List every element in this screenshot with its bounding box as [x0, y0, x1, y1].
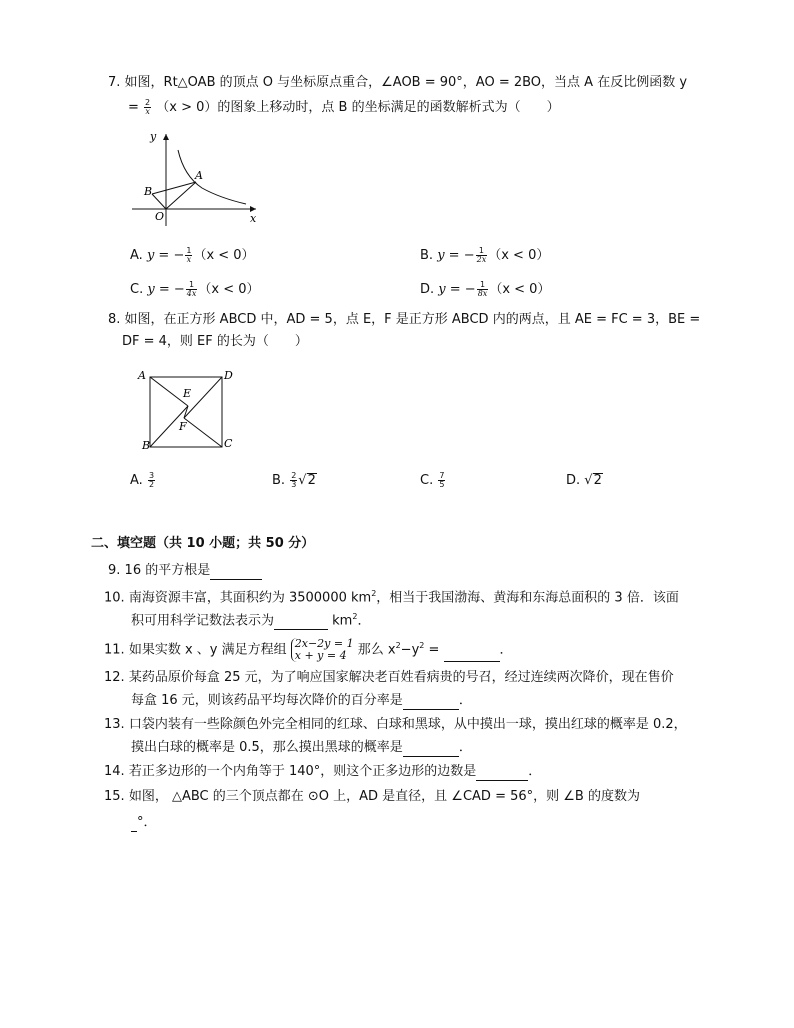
q7-option-c[interactable]: [130, 280, 260, 300]
q8-option-b-label: B.: [272, 473, 286, 488]
q7-option-c-post: （x < 0）: [198, 282, 260, 297]
q11-mid2: −y: [400, 642, 420, 658]
q13-line2: [131, 739, 472, 757]
q7-OB: [152, 194, 166, 209]
q9: [108, 562, 262, 580]
q14-text: 若正多边形的一个内角等于 140°，则这个正多边形的边数是: [128, 764, 477, 779]
section-title: 二、填空题（共 10 小题；共 50 分）: [91, 536, 315, 551]
q10-unit: km: [332, 613, 353, 629]
q11-mid: 那么 x: [357, 642, 396, 658]
q8-label-F: F: [179, 420, 187, 433]
q15-text-2: °．: [137, 815, 157, 830]
q10-line2: [131, 608, 370, 630]
q8-option-c-frac: [438, 472, 445, 489]
q10-text-2a: 积可用科学记数法表示为: [131, 613, 275, 629]
q12-number: 12.: [104, 670, 125, 685]
q8-option-d-root-sign: √: [584, 473, 593, 488]
q8-figure: [136, 368, 246, 452]
q7-option-b-label: B.: [420, 248, 434, 263]
q10-text-1b: ，相当于我国渤海、黄海和东海总面积的 3 倍．该面: [376, 590, 679, 606]
q11-end: ．: [499, 642, 513, 658]
q8-label-D: D: [224, 369, 233, 382]
q10-line1: [104, 585, 679, 607]
q13-text-2: 摸出白球的概率是 0.5，那么摸出黑球的概率是: [131, 740, 403, 755]
q8-option-b-root-sign: √: [298, 473, 307, 488]
q8-option-d-root: 2: [593, 473, 602, 488]
q7-option-c-pre: y = −: [147, 282, 185, 297]
q12-end: ．: [458, 693, 472, 708]
q7-text-2: （x > 0）的图象上移动时，点 B 的坐标满足的函数解析式为（ ）: [156, 100, 560, 115]
q10-sup-2: 2: [352, 612, 358, 621]
q7-option-d-num: 1: [477, 281, 489, 290]
q7-text-1: 如图，Rt△OAB 的顶点 O 与坐标原点重合，∠AOB = 90°，AO = 2BO，当点 A 在反比例函数 y: [124, 75, 688, 90]
q7-option-b-frac: [476, 247, 488, 264]
q13-end: ．: [458, 740, 472, 755]
q9-answer-blank[interactable]: [210, 565, 262, 580]
q7-option-b-post: （x < 0）: [488, 248, 550, 263]
q7-option-b-pre: y = −: [437, 248, 475, 263]
q10-answer-blank[interactable]: [274, 615, 328, 630]
q8-option-c-label: C.: [420, 473, 434, 488]
q7-option-a-frac: [185, 247, 192, 264]
q8-option-d-label: D.: [566, 473, 581, 488]
q8-option-a[interactable]: [130, 471, 156, 491]
q7-label-O: O: [155, 210, 165, 223]
q8-label-B: B: [142, 439, 151, 452]
q7-figure: [128, 128, 268, 228]
q8-label-E: E: [183, 387, 192, 400]
q7-option-b-num: 1: [476, 247, 488, 256]
q9-text: 16 的平方根是: [124, 563, 211, 578]
q8-option-b[interactable]: [272, 471, 317, 491]
q7-label-x: x: [250, 212, 257, 225]
q13-answer-blank[interactable]: [403, 742, 459, 757]
q8-line1: [108, 311, 700, 329]
q8-option-d[interactable]: [566, 471, 603, 491]
q9-number: 9.: [108, 563, 121, 578]
q7-line1: [108, 74, 687, 92]
q7-label-B: B: [144, 185, 153, 198]
q7-fraction: [144, 99, 151, 116]
q8-option-a-num: 3: [148, 471, 155, 480]
q7-option-d[interactable]: [420, 280, 550, 300]
q7-option-a-post: （x < 0）: [193, 248, 255, 263]
q14: [104, 763, 541, 781]
q10-number: 10.: [104, 590, 125, 606]
q7-option-a[interactable]: [130, 246, 255, 266]
q12-line1: [104, 669, 674, 687]
q7-label-A: A: [195, 169, 203, 182]
q15-number: 15.: [104, 789, 125, 804]
q7-frac-den: x: [145, 107, 150, 116]
q11-system: [291, 638, 354, 662]
q13-number: 13.: [104, 717, 125, 732]
q8-label-A: A: [138, 369, 146, 382]
q7-option-d-label: D.: [420, 282, 435, 297]
q13-text-1: 口袋内装有一些除颜色外完全相同的红球、白球和黑球，从中摸出一球，摸出红球的概率是 0.2，: [128, 717, 687, 732]
q7-frac-num: 2: [145, 98, 151, 107]
q7-option-d-pre: y = −: [438, 282, 476, 297]
q11-sup-1: 2: [395, 641, 401, 650]
q8-option-c[interactable]: [420, 471, 446, 491]
q12-text-1: 某药品原价每盒 25 元，为了响应国家解决老百姓看病贵的号召，经过连续两次降价，现在售价: [128, 670, 674, 685]
q8-text-1: 如图，在正方形 ABCD 中，AD = 5，点 E，F 是正方形 ABCD 内的两点，且 AE = FC = 3，BE =: [124, 312, 701, 327]
q8-option-a-label: A.: [130, 473, 143, 488]
q7-option-a-num: 1: [186, 246, 192, 255]
q7-option-c-den: 4x: [186, 289, 197, 298]
q7-line2: [128, 99, 560, 117]
q7-option-a-label: A.: [130, 248, 143, 263]
q13-line1: [104, 716, 687, 734]
q14-end: ．: [528, 764, 542, 779]
q7-hyperbola: [178, 150, 246, 204]
q11-number: 11.: [104, 642, 125, 658]
q7-option-b[interactable]: [420, 246, 549, 266]
q12-line2: [131, 692, 472, 710]
q8-option-b-root: 2: [307, 473, 316, 488]
q8-option-c-den: 5: [439, 480, 445, 489]
q7-option-d-post: （x < 0）: [489, 282, 551, 297]
q7-option-a-pre: y = −: [146, 248, 185, 263]
q15-line1: [104, 788, 640, 806]
q15-text-1: 如图， △ABC 的三个顶点都在 ⊙O 上，AD 是直径，且 ∠CAD = 56°，则 ∠B 的度数为: [128, 789, 640, 804]
q15-line2: [131, 814, 157, 832]
q8-option-a-den: 2: [148, 480, 155, 489]
q7-eq: =: [128, 100, 139, 115]
q8-option-a-frac: [148, 472, 155, 489]
q8-option-b-den: 3: [291, 480, 297, 489]
q10-end: ．: [357, 613, 371, 629]
q10-sup-1: 2: [371, 589, 377, 598]
q7-option-c-frac: [186, 281, 198, 298]
q7-number: 7.: [108, 75, 121, 90]
q12-text-2: 每盒 16 元，则该药品平均每次降价的百分率是: [131, 693, 403, 708]
q8-option-b-frac: [290, 472, 297, 489]
q7-option-a-den: x: [186, 255, 192, 264]
q8-option-c-num: 7: [439, 471, 445, 480]
q11-sup-2: 2: [419, 641, 425, 650]
q11-eq2: x + y = 4: [294, 648, 347, 662]
q8-FC: [184, 418, 222, 447]
q14-number: 14.: [104, 764, 125, 779]
q11-eq1: 2x−2y = 1: [294, 636, 354, 650]
q10-text-1a: 南海资源丰富，其面积约为 3500000 km: [128, 590, 372, 606]
q7-option-c-num: 1: [186, 281, 198, 290]
q7-option-b-den: 2x: [476, 255, 487, 264]
q7-option-d-frac: [477, 281, 489, 298]
q11-eqsign: =: [424, 642, 444, 658]
q12-answer-blank[interactable]: [403, 695, 459, 710]
q7-option-c-label: C.: [130, 282, 144, 297]
q11: [104, 637, 513, 662]
q11-answer-blank[interactable]: [444, 647, 500, 662]
q14-answer-blank[interactable]: [476, 766, 528, 781]
q11-text: 如果实数 x 、y 满足方程组: [128, 642, 287, 658]
q8-number: 8.: [108, 312, 121, 327]
q7-option-d-den: 8x: [477, 289, 488, 298]
q8-option-b-num: 2: [291, 471, 297, 480]
q8-line2: DF = 4，则 EF 的长为（ ）: [122, 334, 308, 349]
q7-label-y: y: [150, 130, 157, 143]
q8-label-C: C: [224, 437, 233, 450]
